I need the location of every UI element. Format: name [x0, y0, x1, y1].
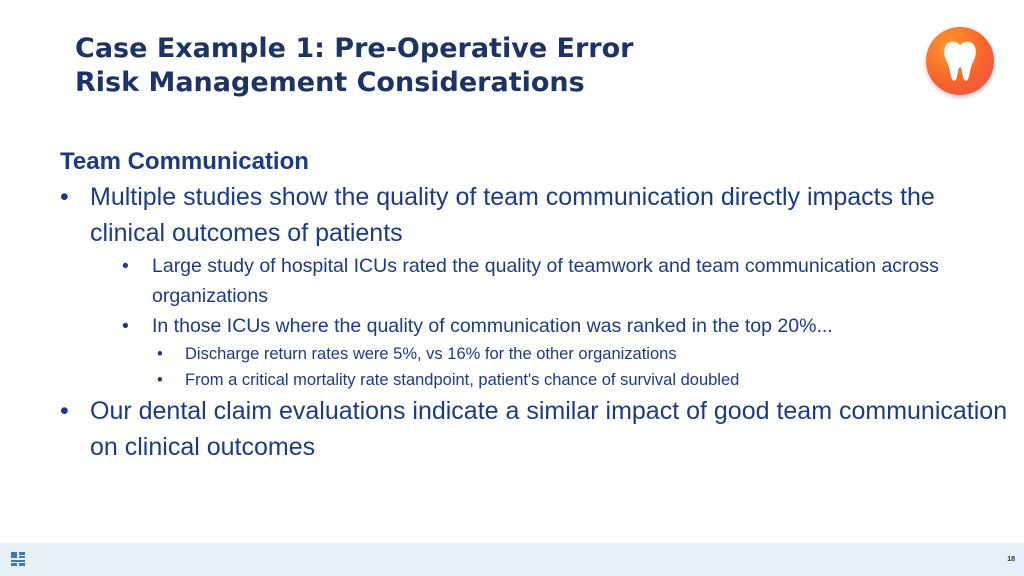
bullet-marker: • — [157, 371, 163, 389]
bullet-level-3 — [60, 341, 1010, 367]
bullet-marker: • — [122, 315, 129, 337]
bullet-text: Our dental claim evaluations indicate a similar impact of good team communication on clinical outcomes — [90, 397, 1008, 461]
bullet-marker: • — [60, 397, 69, 425]
section-heading: Team Communication — [60, 148, 309, 175]
bullet-marker: • — [122, 255, 129, 277]
bullet-level-1 — [60, 393, 1010, 465]
title-line-1: Case Example 1: Pre-Operative Error — [75, 33, 634, 64]
slide-title — [75, 32, 633, 100]
bullet-text: From a critical mortality rate standpoint, patient's chance of survival doubled — [185, 371, 740, 389]
tooth-icon — [940, 39, 980, 83]
bullet-text: Multiple studies show the quality of team communication directly impacts the clinical outcomes of patients — [90, 183, 935, 247]
bullet-marker: • — [60, 183, 69, 211]
bullet-level-1 — [60, 179, 1010, 251]
bullet-level-2 — [60, 311, 1010, 341]
bullet-level-3 — [60, 367, 1010, 393]
building-logo-icon — [11, 552, 25, 566]
bullet-text: Large study of hospital ICUs rated the quality of teamwork and team communication across organizations — [152, 255, 939, 307]
tooth-logo — [926, 27, 994, 95]
bullet-marker: • — [157, 345, 163, 363]
footer-bar — [0, 543, 1024, 576]
bullet-level-2 — [60, 251, 1010, 311]
bullet-text: Discharge return rates were 5%, vs 16% for the other organizations — [185, 345, 677, 363]
bullet-text: In those ICUs where the quality of communication was ranked in the top 20%... — [152, 315, 833, 337]
title-line-2: Risk Management Considerations — [75, 67, 585, 98]
slide-content — [60, 145, 1010, 465]
page-number: 18 — [1007, 556, 1015, 563]
